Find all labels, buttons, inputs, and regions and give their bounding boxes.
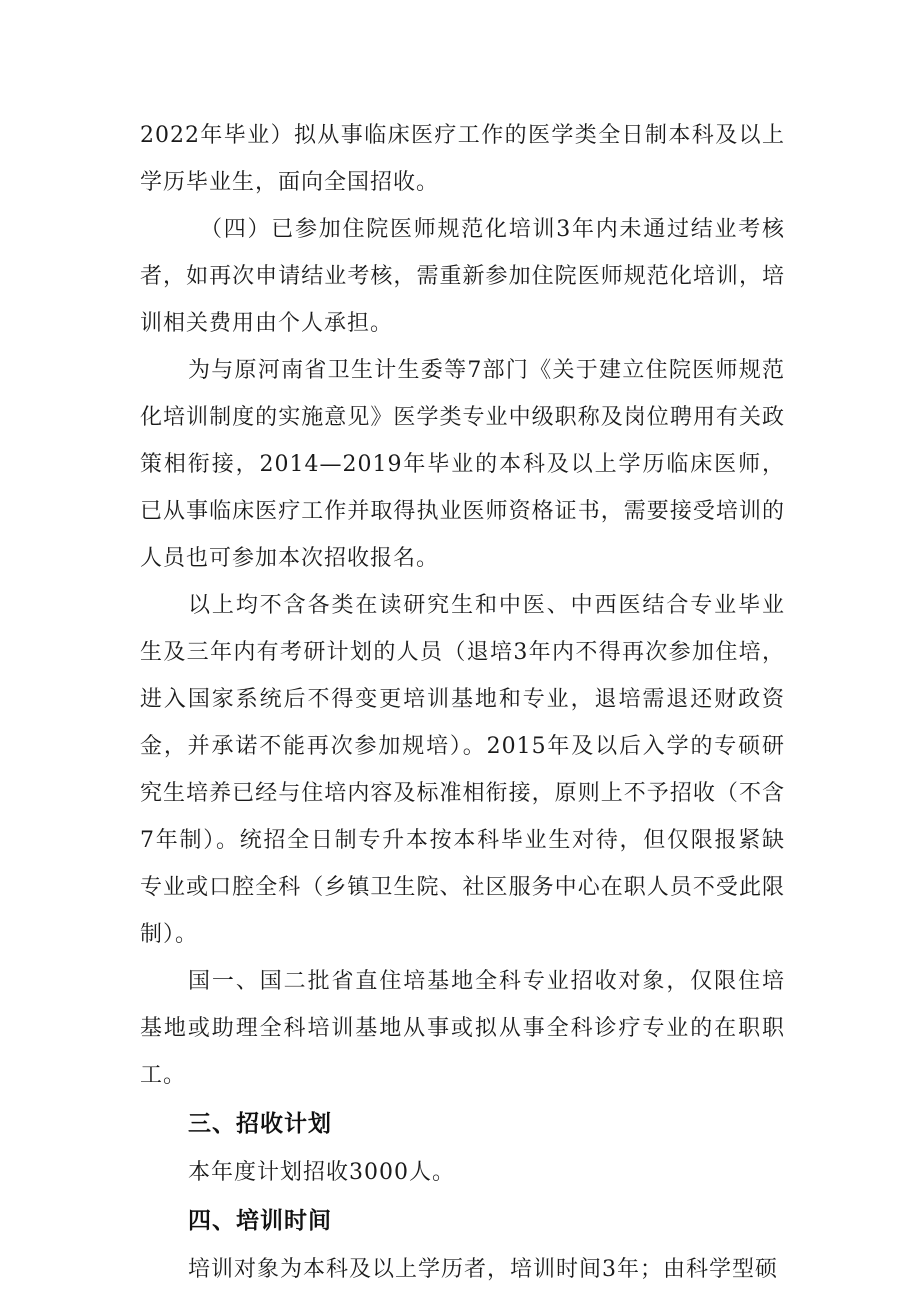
section-heading-recruitment-plan: 三、招收计划: [188, 1111, 332, 1137]
paragraph-item-four: （四）已参加住院医师规范化培训3年内未通过结业考核者，如再次申请结业考核，需重新参加住院医师规范化培训，培训相关费用由个人承担。: [140, 217, 785, 336]
paragraph-training-time: 培训对象为本科及以上学历者，培训时间3年；由科学型硕: [188, 1257, 778, 1282]
paragraph-general-practice: 国一、国二批省直住培基地全科专业招收对象，仅限住培基地或助理全科培训基地从事或拟从事全科诊疗专业的在职职工。: [140, 969, 785, 1088]
section-heading-training-time: 四、培训时间: [188, 1208, 332, 1234]
paragraph-exclusions: 以上均不含各类在读研究生和中医、中西医结合专业毕业生及三年内有考研计划的人员（退培3年内不得再次参加住培，进入国家系统后不得变更培训基地和专业，退培需退还财政资金，并承诺不能再次参加规培）。2015年及以后入学的专硕研究生培养已经与住培内容及标准相衔接，原则上不予招收（不含7年制）。统招全日制专升本按本科毕业生对待，但仅限报紧缺专业或口腔全科（乡镇卫生院、社区服务中心在职人员不受此限制）。: [140, 593, 785, 947]
paragraph-graduates-2022: 2022年毕业）拟从事临床医疗工作的医学类全日制本科及以上学历毕业生，面向全国招收。: [140, 123, 785, 195]
paragraph-policy-alignment: 为与原河南省卫生计生委等7部门《关于建立住院医师规范化培训制度的实施意见》医学类专业中级职称及岗位聘用有关政策相衔接，2014—2019年毕业的本科及以上学历临床医师，已从事临床医疗工作并取得执业医师资格证书，需要接受培训的人员也可参加本次招收报名。: [140, 358, 785, 571]
paragraph-recruitment-plan: 本年度计划招收3000人。: [188, 1160, 455, 1185]
document-body: [140, 112, 785, 1293]
